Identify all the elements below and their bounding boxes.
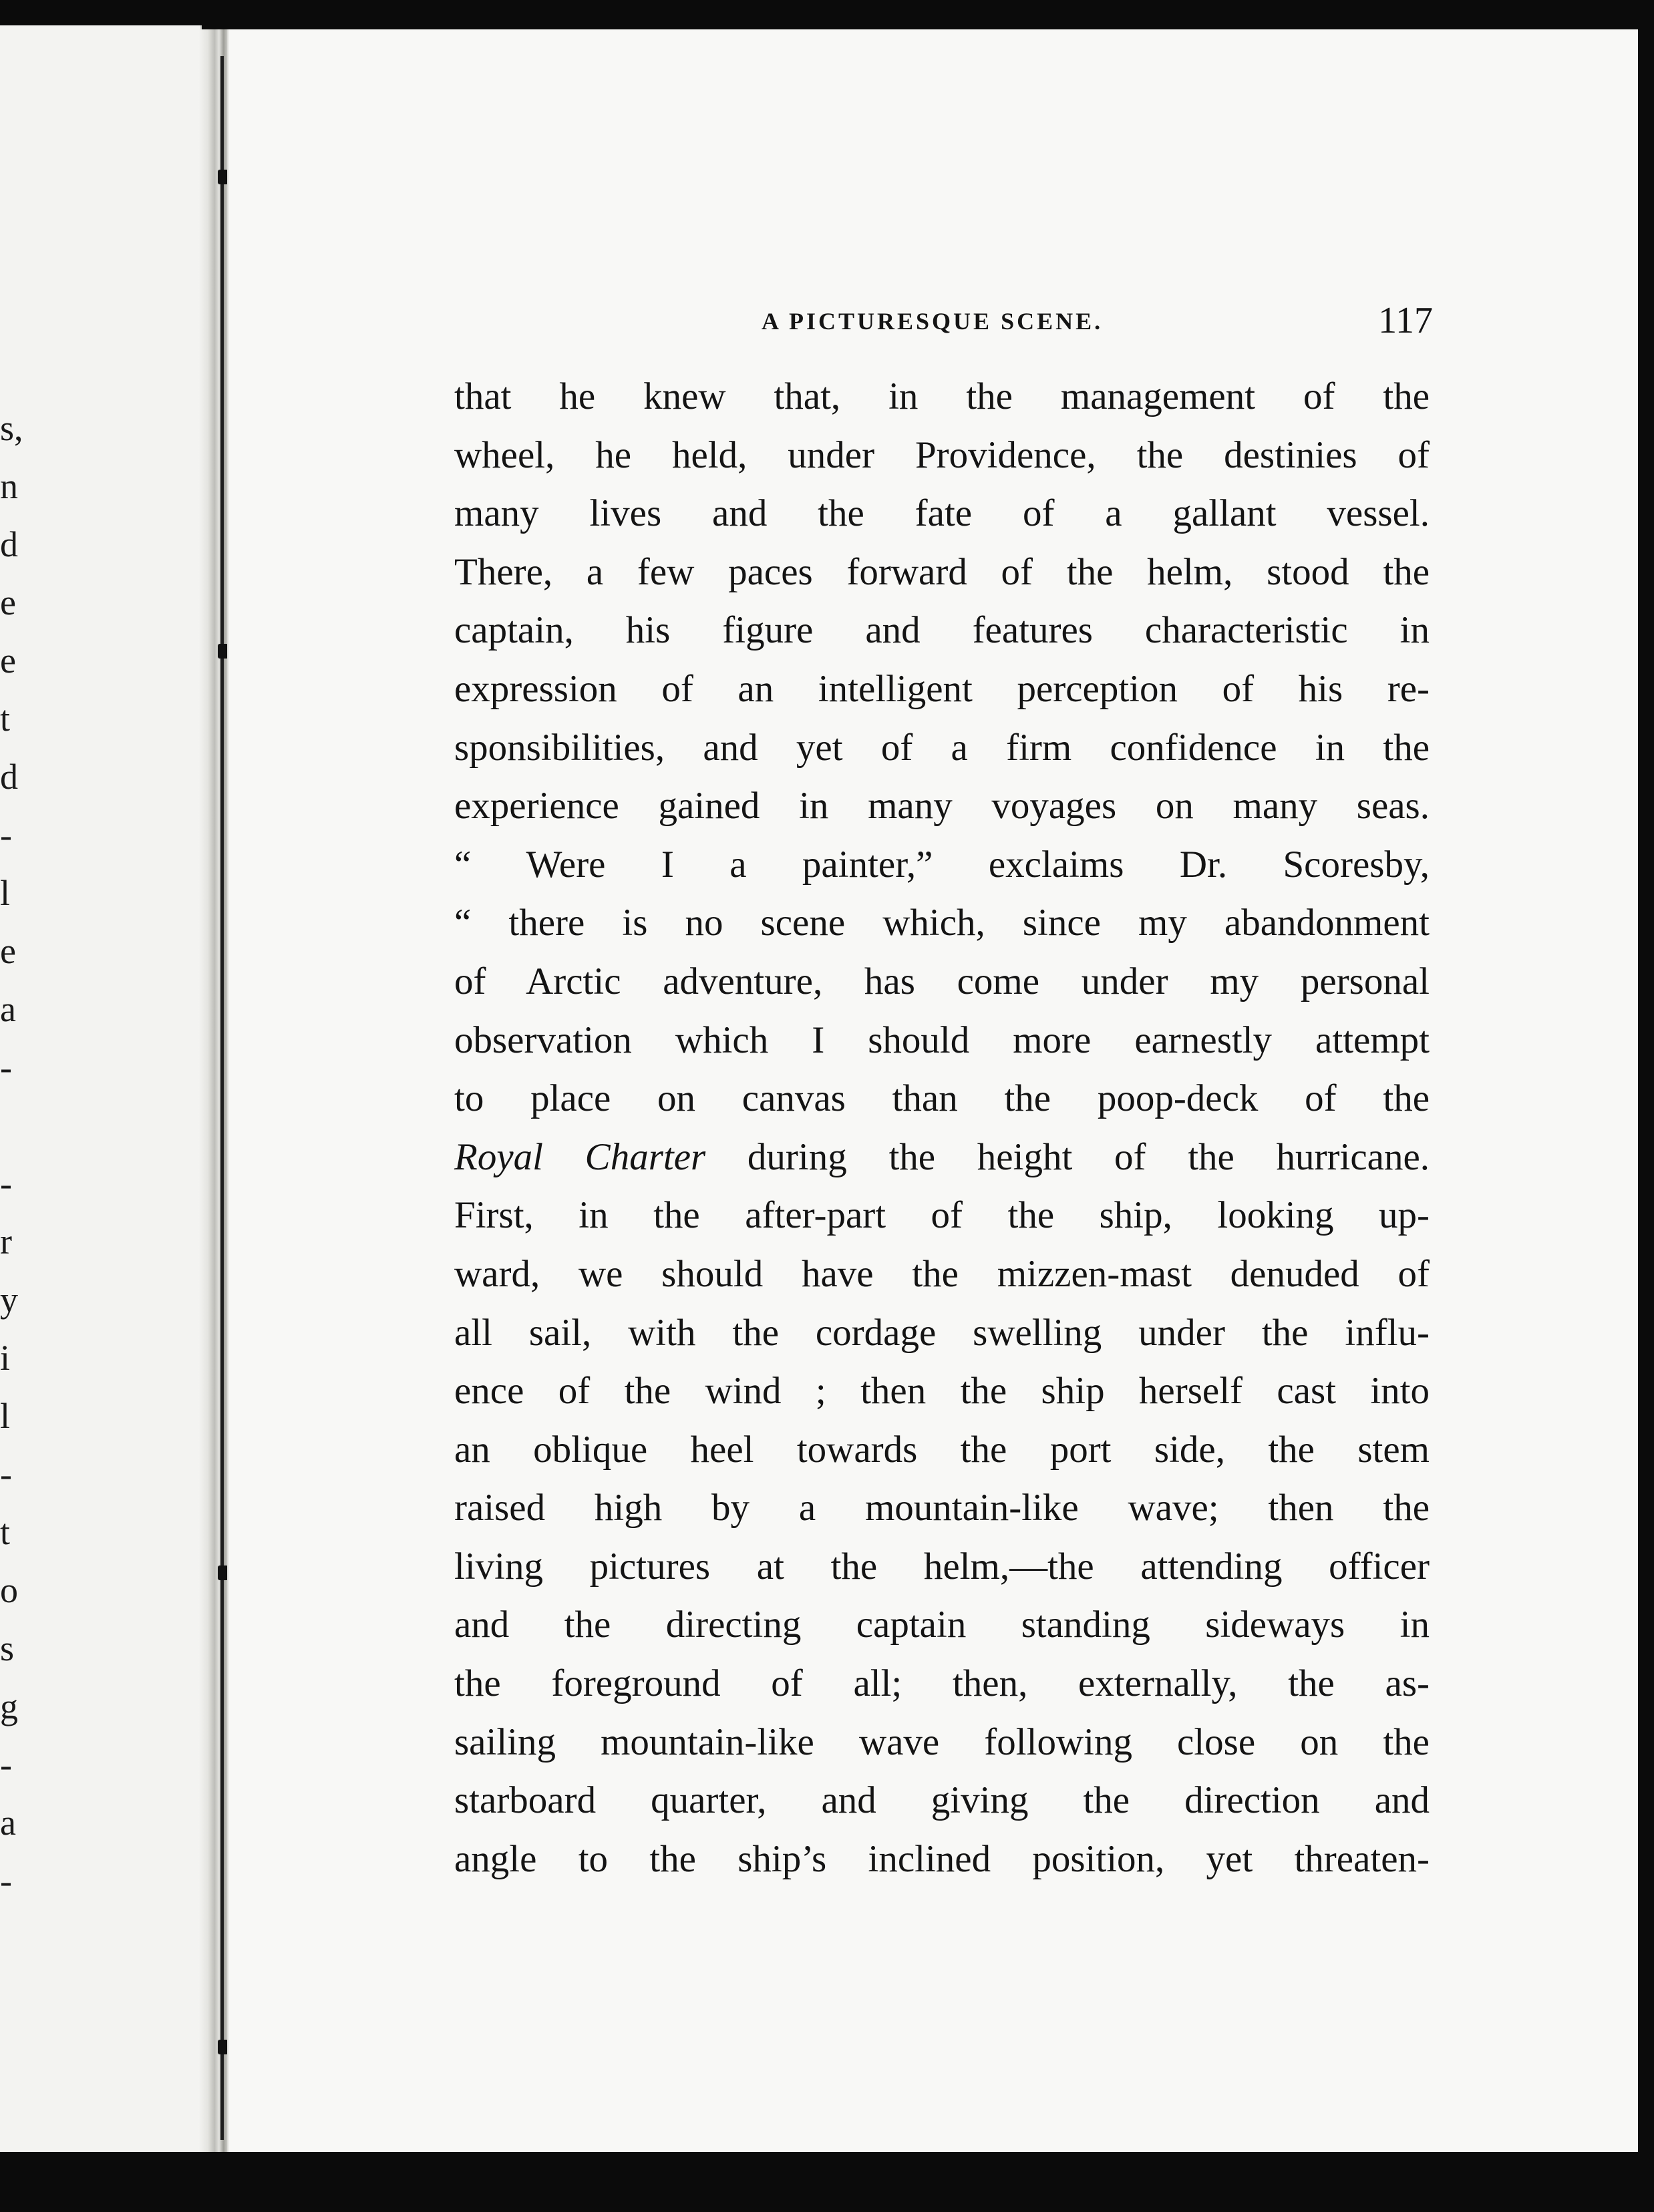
scan-bottom-edge <box>0 2152 1654 2212</box>
text-line <box>454 1069 1430 1128</box>
text-line <box>454 426 1430 485</box>
edge-fragment: g <box>0 1686 18 1726</box>
text-line <box>454 894 1430 952</box>
edge-fragment: - <box>0 1861 12 1901</box>
edge-fragment <box>0 1097 27 1155</box>
text-line <box>454 543 1430 602</box>
text-line <box>454 1830 1430 1889</box>
text-segment: that he knew that, in the management of the <box>454 375 1430 417</box>
edge-fragment: t <box>0 1512 11 1552</box>
running-header-title: A PICTURESQUE SCENE. <box>762 308 1104 335</box>
page-number: 117 <box>1378 300 1433 341</box>
text-segment: There, a few paces forward of the helm, stood the <box>454 550 1430 593</box>
text-segment: angle to the ship’s inclined position, yet threaten- <box>454 1837 1430 1880</box>
edge-fragment: d <box>0 757 18 797</box>
text-segment: captain, his figure and features characteristic in <box>454 609 1430 652</box>
text-segment: First, in the after-part of the ship, looking up- <box>454 1194 1430 1237</box>
text-line <box>454 1011 1430 1070</box>
edge-fragment: n <box>0 466 18 506</box>
edge-fragment: a <box>0 989 16 1029</box>
edge-fragment: - <box>0 815 12 855</box>
text-line <box>454 1771 1430 1830</box>
edge-fragment: - <box>0 1744 12 1785</box>
text-line <box>454 777 1430 836</box>
text-line <box>454 1713 1430 1772</box>
edge-fragment: y <box>0 1280 18 1320</box>
text-line <box>454 601 1430 660</box>
text-segment: wheel, he held, under Providence, the destinies of <box>454 433 1430 476</box>
edge-fragment: e <box>0 582 16 622</box>
edge-fragment: e <box>0 640 16 681</box>
text-line <box>454 952 1430 1011</box>
text-segment: sponsibilities, and yet of a firm confidence in the <box>454 726 1430 769</box>
text-segment: and the directing captain standing sideways in <box>454 1604 1430 1646</box>
edge-fragment: - <box>0 1163 12 1204</box>
text-segment: experience gained in many voyages on many seas. <box>454 785 1430 827</box>
text-line <box>454 1362 1430 1421</box>
edge-fragment: t <box>0 699 11 739</box>
text-segment: an oblique heel towards the port side, the stem <box>454 1428 1430 1471</box>
text-segment: “ Were I a painter,” exclaims Dr. Scoresby, <box>454 843 1430 886</box>
text-line <box>454 1304 1430 1362</box>
edge-fragment: s, <box>0 408 23 448</box>
text-segment: during the height of the hurricane. <box>705 1135 1430 1178</box>
text-line <box>454 484 1430 543</box>
edge-fragment: o <box>0 1570 18 1610</box>
text-line <box>454 1128 1430 1187</box>
edge-fragment: - <box>0 1454 12 1494</box>
text-line <box>454 836 1430 894</box>
text-line <box>454 1479 1430 1537</box>
edge-fragment: i <box>0 1338 11 1378</box>
edge-fragment: e <box>0 931 16 971</box>
body-text <box>454 367 1430 1888</box>
edge-fragment: r <box>0 1222 12 1262</box>
facing-page-left <box>0 25 202 2153</box>
edge-fragment: d <box>0 524 18 564</box>
edge-fragment: s <box>0 1628 15 1668</box>
text-segment: sailing mountain-like wave following close on the <box>454 1720 1430 1763</box>
text-segment: the foreground of all; then, externally, the as- <box>454 1662 1430 1705</box>
text-line <box>454 1421 1430 1479</box>
text-line <box>454 660 1430 719</box>
text-segment: all sail, with the cordage swelling under the influ- <box>454 1311 1430 1354</box>
text-segment: ence of the wind ; then the ship herself cast into <box>454 1370 1430 1413</box>
edge-fragment: - <box>0 1047 12 1087</box>
text-line <box>454 719 1430 777</box>
text-line <box>454 1537 1430 1596</box>
edge-fragment: a <box>0 1803 16 1843</box>
ship-name-italic: Royal Charter <box>454 1135 706 1178</box>
text-segment: many lives and the fate of a gallant vessel. <box>454 492 1430 535</box>
text-segment: expression of an intelligent perception of his re- <box>454 667 1430 710</box>
facing-page-edge-text <box>0 399 27 1910</box>
text-segment: to place on canvas than the poop-deck of the <box>454 1077 1430 1120</box>
text-line <box>454 1245 1430 1304</box>
text-segment: starboard quarter, and giving the direction and <box>454 1779 1430 1822</box>
text-line <box>454 1654 1430 1713</box>
text-segment: ward, we should have the mizzen-mast denuded of <box>454 1252 1430 1295</box>
text-line <box>454 1596 1430 1654</box>
text-segment: of Arctic adventure, has come under my personal <box>454 960 1430 1002</box>
text-segment: observation which I should more earnestly attempt <box>454 1019 1430 1061</box>
text-segment: “ there is no scene which, since my abandonment <box>454 902 1430 944</box>
edge-fragment: l <box>0 873 11 913</box>
text-line <box>454 367 1430 426</box>
edge-fragment: l <box>0 1396 11 1436</box>
running-header <box>762 300 1433 343</box>
spine-stitch-line <box>220 56 224 2140</box>
text-segment: living pictures at the helm,—the attending officer <box>454 1545 1430 1588</box>
text-line <box>454 1186 1430 1245</box>
text-segment: raised high by a mountain-like wave; then the <box>454 1487 1430 1529</box>
